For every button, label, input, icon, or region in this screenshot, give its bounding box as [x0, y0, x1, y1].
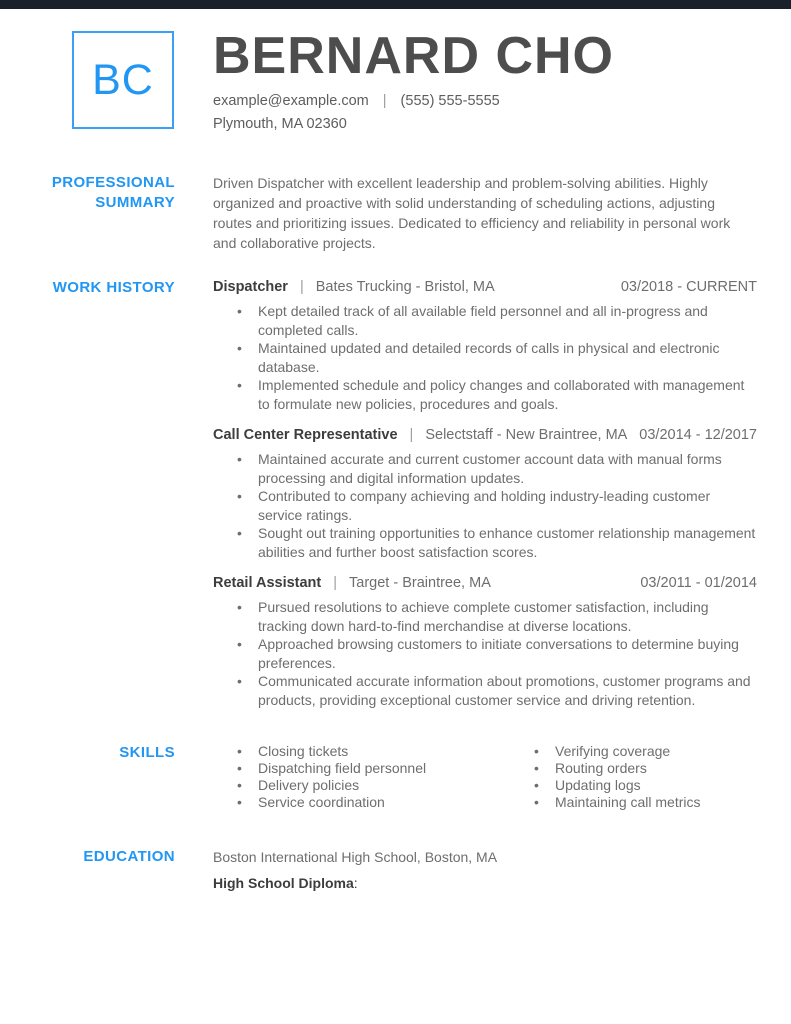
job-title: Call Center Representative — [213, 427, 398, 443]
skill-item: • Verifying coverage — [510, 743, 757, 760]
monogram-box — [72, 31, 174, 129]
job-separator: | — [333, 575, 338, 591]
skill-item: • Delivery policies — [213, 777, 510, 794]
skill-item: • Dispatching field personnel — [213, 760, 510, 777]
education-degree: High School Diploma — [213, 875, 354, 891]
work-history-content — [213, 278, 757, 709]
job-entry — [213, 574, 757, 709]
job-title: Dispatcher — [213, 279, 288, 295]
skill-item: • Routing orders — [510, 760, 757, 777]
job-bullet: • Contributed to company achieving and holding industry-leading customer service ratings. — [213, 487, 757, 524]
job-bullet: • Maintained updated and detailed records of calls in physical and electronic database. — [213, 339, 757, 376]
job-bullet-list — [213, 302, 757, 413]
section-work-history — [0, 278, 791, 709]
resume-page — [0, 9, 791, 931]
job-bullet: • Communicated accurate information about promotions, customer programs and products, providing exceptional customer service and driving retention. — [213, 672, 757, 709]
job-entry — [213, 426, 757, 561]
job-heading — [213, 574, 757, 593]
job-dates: 03/2014 - 12/2017 — [639, 427, 757, 443]
job-dates: 03/2011 - 01/2014 — [640, 575, 757, 591]
resume-header — [0, 9, 791, 159]
job-bullet-list — [213, 598, 757, 709]
contact-line — [213, 93, 757, 109]
education-content — [213, 847, 757, 891]
job-title: Retail Assistant — [213, 575, 322, 591]
skills-column-1 — [213, 743, 510, 811]
education-degree-colon: : — [353, 875, 358, 891]
section-skills — [0, 743, 791, 811]
skills-column-2 — [510, 743, 757, 811]
work-history-section-label: WORK HISTORY — [52, 279, 175, 296]
job-bullet: • Maintained accurate and current customer account data with manual forms processing and digital information updates. — [213, 450, 757, 487]
education-section-label: EDUCATION — [83, 848, 175, 865]
job-separator: | — [299, 279, 304, 295]
job-bullet: • Implemented schedule and policy changes and collaborated with management to formulate new policies, procedures and goals. — [213, 376, 757, 413]
job-heading — [213, 278, 757, 297]
top-accent-bar — [0, 0, 791, 9]
job-bullet-list — [213, 450, 757, 561]
job-dates: 03/2018 - CURRENT — [620, 279, 757, 295]
skill-item: • Closing tickets — [213, 743, 510, 760]
summary-section-label: PROFESSIONAL SUMMARY — [51, 174, 175, 211]
education-school: Boston International High School, Boston, MA — [213, 849, 498, 865]
job-bullet: • Approached browsing customers to initiate conversations to determine buying preferences. — [213, 635, 757, 672]
job-bullet: • Kept detailed track of all available field personnel and all in-progress and completed calls. — [213, 302, 757, 339]
job-separator: | — [409, 427, 414, 443]
job-bullet: • Sought out training opportunities to enhance customer relationship management abilities and further boost satisfaction scores. — [213, 524, 757, 561]
contact-separator: | — [382, 93, 387, 109]
phone-text: (555) 555-5555 — [400, 93, 500, 109]
skills-section-label: SKILLS — [119, 744, 175, 761]
skill-item: • Updating logs — [510, 777, 757, 794]
skill-item: • Service coordination — [213, 794, 510, 811]
summary-text: Driven Dispatcher with excellent leadership and problem-solving abilities. Highly organized and proactive with solid understanding of scheduling actions, adjusting routes and prioritizing issues. Dedicated to efficiency and reliability in personal work and collaborative projects. — [213, 175, 731, 251]
section-education — [0, 847, 791, 891]
job-heading — [213, 426, 757, 445]
job-company: Bates Trucking - Bristol, MA — [315, 279, 495, 295]
monogram-initials: BC — [92, 55, 154, 104]
email-text: example@example.com — [213, 93, 369, 109]
skill-item: • Maintaining call metrics — [510, 794, 757, 811]
job-entry — [213, 278, 757, 413]
candidate-name: BERNARD CHO — [213, 27, 614, 85]
education-degree-line — [213, 875, 757, 891]
job-company: Target - Braintree, MA — [349, 575, 491, 591]
location-text: Plymouth, MA 02360 — [213, 116, 347, 132]
job-company: Selectstaff - New Braintree, MA — [425, 427, 628, 443]
skills-content — [213, 743, 757, 811]
section-professional-summary — [0, 173, 791, 253]
job-bullet: • Pursued resolutions to achieve complete customer satisfaction, including tracking down hard-to-find merchandise at diverse locations. — [213, 598, 757, 635]
